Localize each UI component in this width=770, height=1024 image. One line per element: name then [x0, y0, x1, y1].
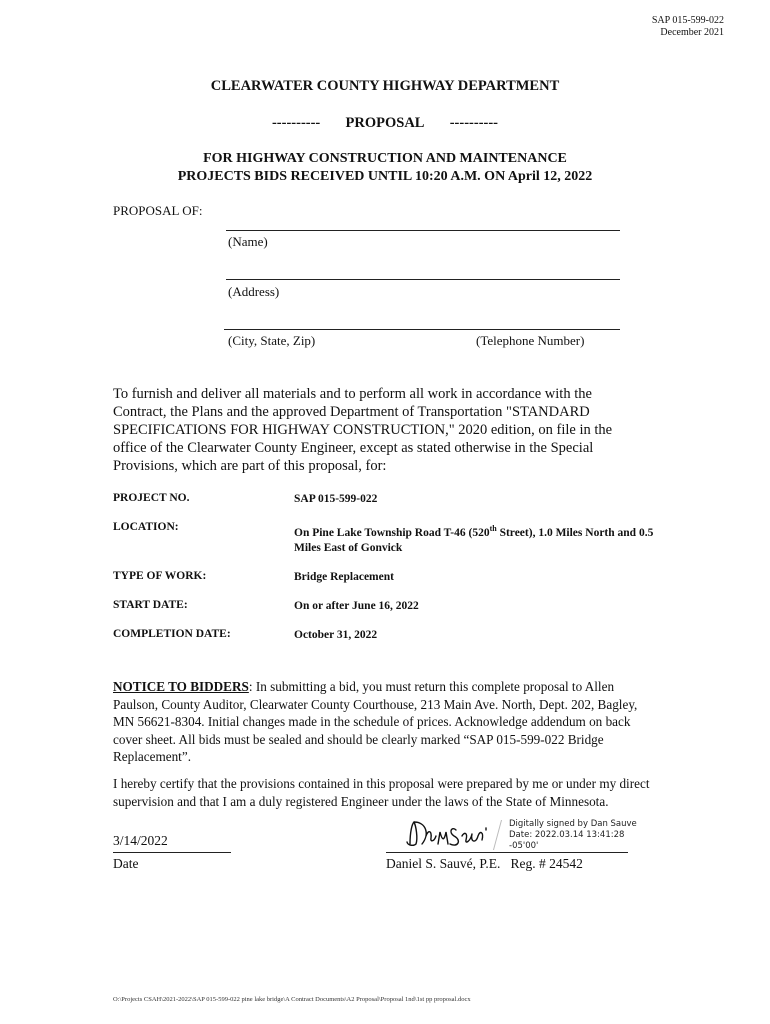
digital-signature-line-3: -05'00'	[509, 841, 539, 851]
start-date-label: START DATE:	[113, 599, 188, 611]
header-date: December 2021	[660, 27, 724, 38]
address-line[interactable]	[226, 279, 620, 280]
signer-name: Daniel S. Sauvé, P.E. Reg. # 24542	[386, 856, 583, 871]
intro-paragraph: To furnish and deliver all materials and to perform all work in accordance with the Contract, the Plans and the approved Department of Transportation "STANDARD SPECIFICATIONS FOR HIGHWAY CONSTRUCTION," 2020 edition, on file in the office of the Clearwater County Engineer, except as stated otherwise in the Special Provisions, which are part of this proposal, for:	[113, 386, 613, 474]
file-path-footer: O:\Projects CSAH\2021-2022\SAP 015-599-022 pine lake bridge\A Contract Documents\A2 Proposal\Proposal 1nd\1st pp proposal.docx	[113, 996, 471, 1003]
city-phone-line[interactable]	[224, 329, 620, 330]
proposal-dashes-right: ----------	[449, 115, 499, 131]
project-no-value: SAP 015-599-022	[294, 493, 378, 505]
name-label: (Name)	[228, 234, 268, 249]
project-no-label: PROJECT NO.	[113, 492, 190, 504]
subtitle	[0, 150, 770, 186]
digital-signature-line-1: Digitally signed by Dan Sauve	[509, 819, 637, 829]
header-project-ref: SAP 015-599-022	[651, 15, 724, 26]
date-label: Date	[113, 856, 139, 871]
signature-line	[386, 852, 628, 853]
location-value	[294, 521, 654, 556]
digital-signature-note	[509, 819, 637, 852]
handwritten-signature	[404, 816, 496, 852]
start-date-value: On or after June 16, 2022	[294, 600, 419, 612]
subtitle-line-1: FOR HIGHWAY CONSTRUCTION AND MAINTENANCE	[203, 151, 567, 166]
completion-date-value: October 31, 2022	[294, 629, 378, 641]
notice-colon: :	[248, 679, 253, 694]
proposal-of-label: PROPOSAL OF:	[113, 203, 203, 218]
date-value: 3/14/2022	[113, 833, 168, 848]
certification-paragraph: I hereby certify that the provisions contained in this proposal were prepared by me or under my direct supervision and that I am a duly registered Engineer under the laws of the State of Minnesota.	[113, 776, 650, 809]
digital-signature-line-2: Date: 2022.03.14 13:41:28	[509, 830, 625, 840]
document-header-ref	[652, 15, 724, 39]
proposal-word: PROPOSAL	[345, 115, 425, 131]
address-label: (Address)	[228, 284, 280, 299]
location-post: Street), 1.0 Miles North and 0.5 Miles East of Gonvick	[294, 526, 654, 554]
completion-date-label: COMPLETION DATE:	[113, 628, 231, 640]
phone-label: (Telephone Number)	[476, 333, 585, 348]
date-line	[113, 852, 231, 853]
proposal-heading	[0, 115, 770, 132]
notice-to-bidders	[113, 678, 653, 766]
location-pre: On Pine Lake Township Road T-46 (520	[294, 526, 490, 539]
location-label: LOCATION:	[113, 521, 179, 533]
location-sup: th	[489, 524, 497, 533]
type-of-work-value: Bridge Replacement	[294, 571, 394, 583]
type-of-work-label: TYPE OF WORK:	[113, 570, 207, 582]
name-line[interactable]	[226, 230, 620, 231]
proposal-dashes-left: ----------	[271, 115, 321, 131]
page-title: CLEARWATER COUNTY HIGHWAY DEPARTMENT	[210, 78, 560, 94]
notice-text: In submitting a bid, you must return this complete proposal to Allen Paulson, County Auditor, Clearwater County Courthouse, 213 Main Ave. North, Dept. 202, Bagley, MN 56621-8304. Initial changes made in the schedule of prices. Acknowledge addendum on back cover sheet. All bids must be sealed and should be clearly marked “SAP 015-599-022 Bridge Replacement”.	[113, 679, 638, 764]
notice-heading: NOTICE TO BIDDERS	[113, 679, 249, 694]
subtitle-line-2: PROJECTS BIDS RECEIVED UNTIL 10:20 A.M. ON April 12, 2022	[177, 169, 593, 184]
city-label: (City, State, Zip)	[228, 333, 316, 348]
